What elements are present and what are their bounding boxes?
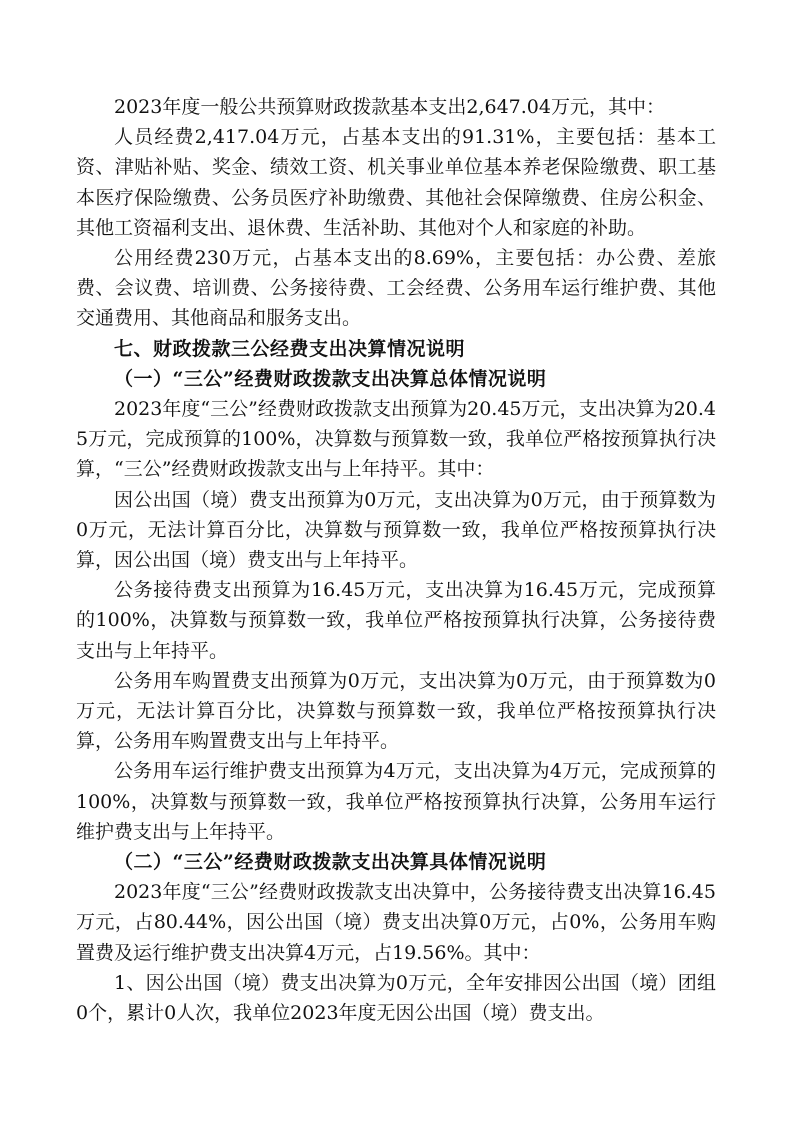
paragraph-basic-expenditure: 2023年度一般公共预算财政拨款基本支出2,647.04万元，其中： — [114, 96, 665, 118]
paragraph-vehicle-purchase: 公务用车购置费支出预算为0万元，支出决算为0万元，由于预算数为0万元，无法计算百分比，决算数与预算数一致，我单位严格按预算执行决算，公务用车购置费支出与上年持平。 — [76, 669, 716, 753]
paragraph-overseas-detail: 1、因公出国（境）费支出决算为0万元，全年安排因公出国（境）团组0个，累计0人次，我单位2023年度无因公出国（境）费支出。 — [76, 971, 716, 1025]
paragraph-three-public-specific: 2023年度“三公”经费财政拨款支出决算中，公务接待费支出决算16.45万元，占80.44%，因公出国（境）费支出决算0万元，占0%，公务用车购置费及运行维护费支出决算4万元，占19.56%。其中： — [76, 881, 716, 964]
subsection-heading-overall: （一）“三公”经费财政拨款支出决算总体情况说明 — [114, 367, 547, 390]
document-body — [76, 92, 716, 1028]
section-heading-three-public: 七、财政拨款三公经费支出决算情况说明 — [114, 337, 466, 360]
paragraph-overseas-travel: 因公出国（境）费支出预算为0万元，支出决算为0万元，由于预算数为0万元，无法计算百分比，决算数与预算数一致，我单位严格按预算执行决算，因公出国（境）费支出与上年持平。 — [76, 488, 716, 572]
paragraph-public-expenses: 公用经费230万元，占基本支出的8.69%，主要包括：办公费、差旅费、会议费、培训费、公务接待费、工会经费、公务用车运行维护费、其他交通费用、其他商品和服务支出。 — [76, 247, 716, 330]
paragraph-official-reception: 公务接待费支出预算为16.45万元，支出决算为16.45万元，完成预算的100%，决算数与预算数一致，我单位严格按预算执行决算，公务接待费支出与上年持平。 — [76, 579, 716, 662]
paragraph-personnel-expenses: 人员经费2,417.04万元，占基本支出的91.31%，主要包括：基本工资、津贴补贴、奖金、绩效工资、机关事业单位基本养老保险缴费、职工基本医疗保险缴费、公务员医疗补助缴费、其他社会保障缴费、住房公积金、其他工资福利支出、退休费、生活补助、其他对个人和家庭的补助。 — [76, 126, 716, 239]
subsection-heading-specific: （二）“三公”经费财政拨款支出决算具体情况说明 — [114, 851, 547, 874]
paragraph-three-public-overall: 2023年度“三公”经费财政拨款支出预算为20.45万元，支出决算为20.45万元，完成预算的100%，决算数与预算数一致，我单位严格按预算执行决算，“三公”经费财政拨款支出与上年持平。其中： — [76, 398, 716, 481]
paragraph-vehicle-maintenance: 公务用车运行维护费支出预算为4万元，支出决算为4万元，完成预算的100%，决算数与预算数一致，我单位严格按预算执行决算，公务用车运行维护费支出与上年持平。 — [76, 760, 716, 843]
